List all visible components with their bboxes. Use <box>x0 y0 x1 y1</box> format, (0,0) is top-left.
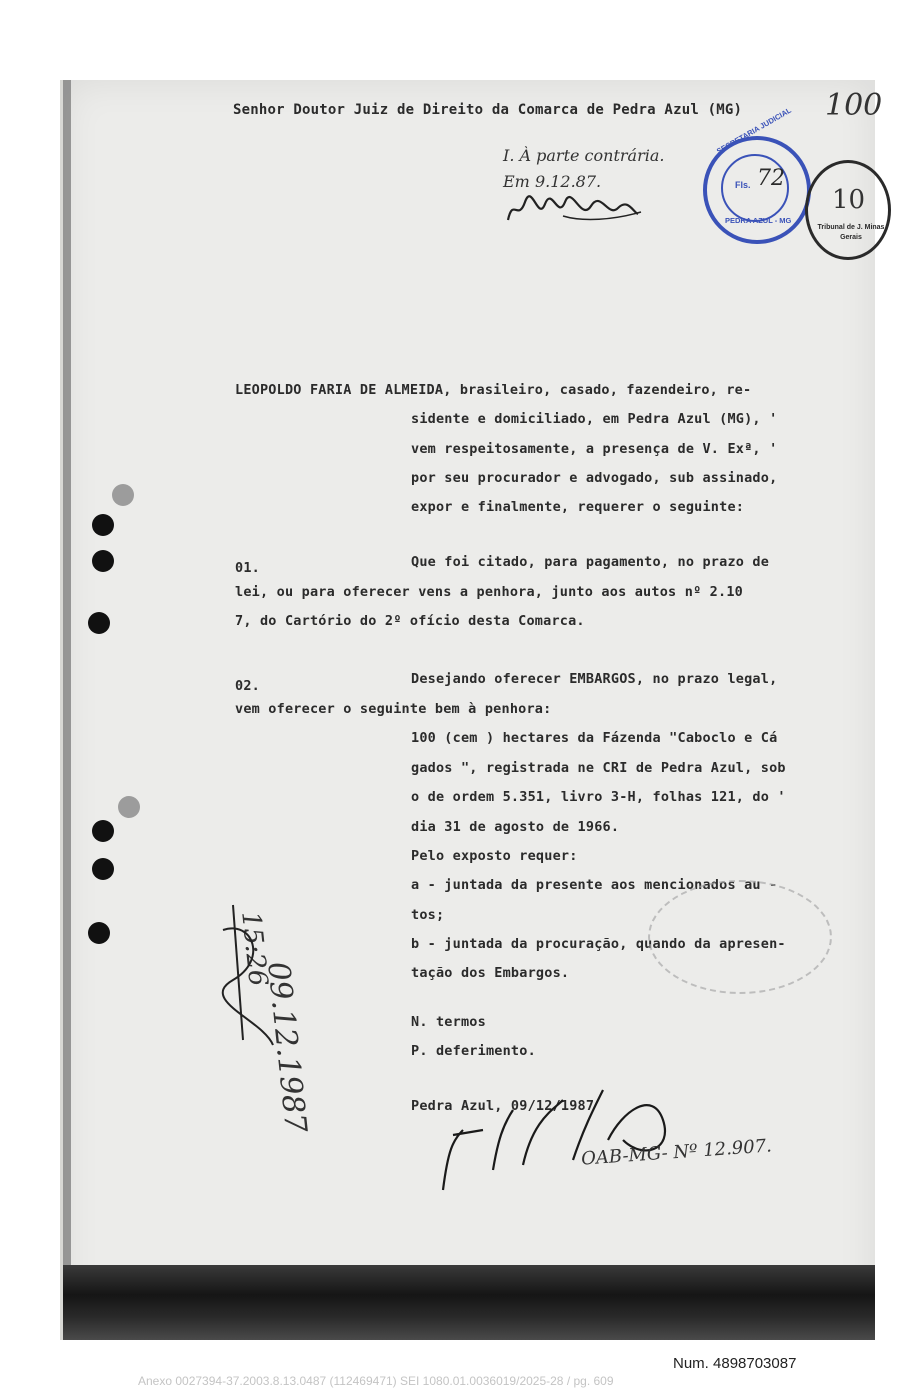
item-2-line-1: Desejando oferecer EMBARGOS, no prazo legal, <box>411 671 778 687</box>
item-2-body-1: 100 (cem ) hectares da Fázenda "Caboclo e Cá <box>411 730 778 746</box>
judge-signature <box>503 192 643 226</box>
document-sheet <box>60 80 885 1340</box>
page-mark: 100 <box>825 88 883 123</box>
item-2-body-8: b - juntada da procuração, quando da apresen- <box>411 936 786 952</box>
protocol-initials <box>213 900 283 1050</box>
punch-hole <box>88 922 110 944</box>
dispatch-line-2: Em 9.12.87. <box>503 172 602 191</box>
item-2-body-4: dia 31 de agosto de 1966. <box>411 819 620 835</box>
addressee: Senhor Doutor Juiz de Direito da Comarca de Pedra Azul (MG) <box>233 102 743 118</box>
intro-line-1: LEOPOLDO FARIA DE ALMEIDA, brasileiro, casado, fazendeiro, re- <box>235 382 752 398</box>
intro-line-2: sidente e domiciliado, em Pedra Azul (MG), ' <box>411 411 778 427</box>
faded-oval-stamp <box>648 880 832 994</box>
lawyer-signature <box>423 1080 683 1200</box>
secretaria-seal <box>703 105 811 244</box>
item-2-body-2: gados ", registrada ne CRI de Pedra Azul, sob <box>411 760 786 776</box>
dispatch-line-1: I. À parte contrária. <box>503 146 665 165</box>
punch-hole <box>118 796 140 818</box>
punch-hole <box>92 514 114 536</box>
scan-bottom-band <box>63 1265 875 1340</box>
item-2-number: 02. <box>235 678 260 694</box>
intro-line-4: por seu procurador e advogado, sub assinado, <box>411 470 778 486</box>
intro-line-3: vem respeitosamente, a presença de V. Exª, ' <box>411 441 778 457</box>
protocol-time: 15:26 <box>235 910 273 988</box>
item-1-number: 01. <box>235 560 260 576</box>
protocol-date: 09.12.1987 <box>260 960 313 1135</box>
punch-hole <box>92 550 114 572</box>
item-2-body-6: a - juntada da presente aos mencionados au - <box>411 877 778 893</box>
item-2-body-9: tação dos Embargos. <box>411 965 570 981</box>
tribunal-seal-number: 10 <box>832 185 866 215</box>
seal-top-text: SECRETARIA JUDICIAL <box>715 105 793 156</box>
item-2-body-5: Pelo exposto requer: <box>411 848 578 864</box>
seal-folha-label: Fls. <box>735 180 751 190</box>
punch-hole <box>88 612 110 634</box>
punch-hole <box>112 484 134 506</box>
item-1-line-3: 7, do Cartório do 2º ofício desta Comarca. <box>235 613 585 629</box>
closing-termos: N. termos <box>411 1014 486 1030</box>
closing-deferimento: P. deferimento. <box>411 1043 536 1059</box>
item-2-line-2: vem oferecer o seguinte bem à penhora: <box>235 701 552 717</box>
page-edge-shadow <box>63 80 71 1265</box>
item-2-body-3: o de ordem 5.351, livro 3-H, folhas 121, do ' <box>411 789 786 805</box>
item-2-body-7: tos; <box>411 907 445 923</box>
seal-bottom-text: PEDRA AZUL - MG <box>725 216 792 225</box>
seal-folha-number: 72 <box>757 166 785 191</box>
oab-registration: OAB-MG- Nº 12.907. <box>580 1135 773 1170</box>
item-1-line-1: Que foi citado, para pagamento, no prazo de <box>411 554 770 570</box>
punch-hole <box>92 858 114 880</box>
tribunal-seal <box>805 160 891 260</box>
document-number: Num. 4898703087 <box>673 1355 797 1372</box>
item-1-line-2: lei, ou para oferecer vens a penhora, junto aos autos nº 2.10 <box>235 584 743 600</box>
document-reference: Anexo 0027394-37.2003.8.13.0487 (112469471) SEI 1080.01.0036019/2025-28 / pg. 609 <box>138 1374 614 1388</box>
intro-line-5: expor e finalmente, requerer o seguinte: <box>411 499 745 515</box>
place-date: Pedra Azul, 09/12/1987 <box>411 1098 595 1114</box>
punch-hole <box>92 820 114 842</box>
tribunal-seal-text: Tribunal de J. Minas Gerais <box>817 224 885 241</box>
